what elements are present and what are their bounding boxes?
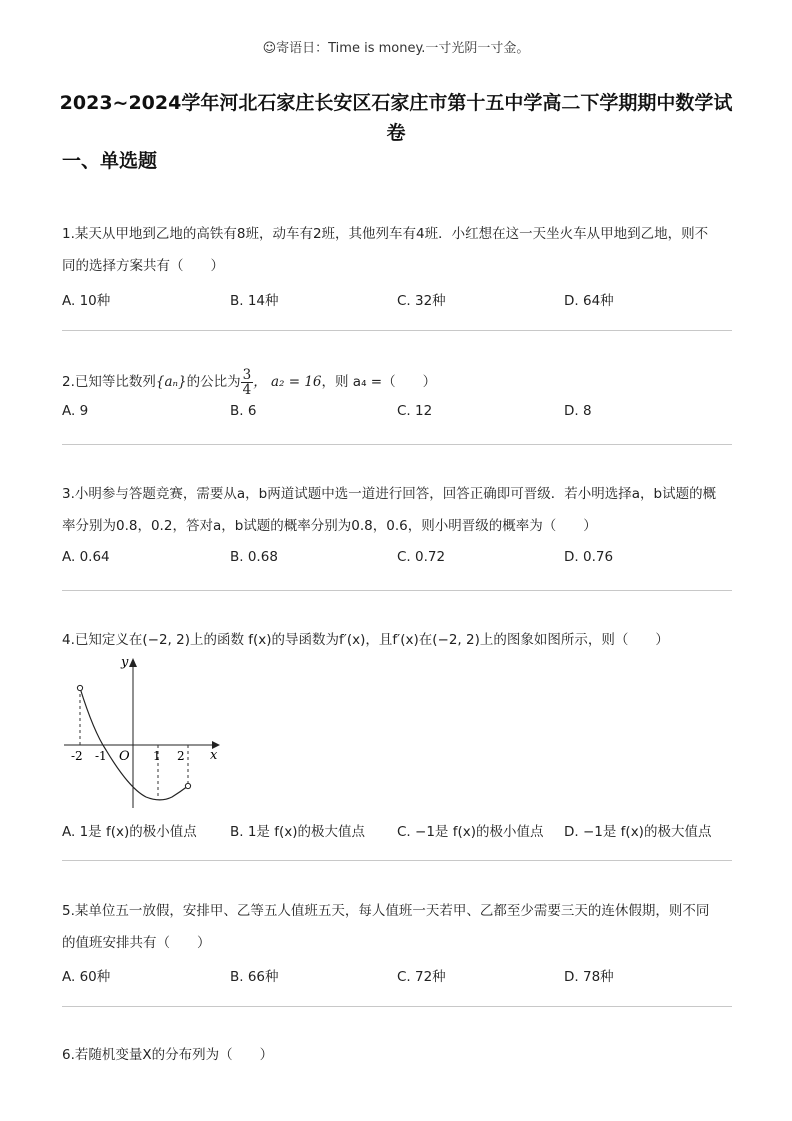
question-1	[62, 218, 734, 282]
option-a[interactable]: A. 10种	[62, 293, 111, 309]
question-2-stem	[62, 362, 734, 402]
question-2-options	[62, 403, 742, 423]
option-b[interactable]: B. 14种	[230, 293, 279, 309]
option-b[interactable]: B. 1是 f(x)的极大值点	[230, 824, 365, 840]
divider	[62, 590, 732, 591]
question-2-mid: 的公比为	[186, 374, 241, 390]
origin-label: O	[119, 749, 130, 764]
divider	[62, 860, 732, 861]
question-5-options	[62, 965, 742, 985]
a2-condition: ， a₂ = 16	[253, 374, 322, 390]
option-c[interactable]: C. 12	[397, 403, 433, 419]
y-axis-label: y	[121, 655, 129, 670]
option-d[interactable]: D. 8	[564, 403, 592, 419]
question-2	[62, 362, 734, 402]
tick-label-minus-1: -1	[95, 749, 107, 763]
ratio-fraction	[241, 368, 254, 397]
option-d[interactable]: D. 0.76	[564, 549, 614, 565]
option-a[interactable]: A. 0.64	[62, 549, 110, 565]
option-a[interactable]: A. 1是 f(x)的极小值点	[62, 824, 197, 840]
option-d[interactable]: D. −1是 f(x)的极大值点	[564, 824, 712, 840]
option-d[interactable]: D. 64种	[564, 293, 614, 309]
option-d[interactable]: D. 78种	[564, 969, 614, 985]
question-5-stem-line2: 的值班安排共有（ ）	[62, 935, 211, 951]
left-open-endpoint	[77, 685, 82, 690]
question-2-end: ，则 a₄ =（ ）	[321, 374, 437, 390]
question-6-stem: 6.若随机变量X的分布列为（ ）	[62, 1047, 274, 1063]
divider	[62, 444, 732, 445]
exam-title-line1: 2023~2024学年河北石家庄长安区石家庄市第十五中学高二下学期期中数学试	[59, 92, 733, 114]
question-6	[62, 1039, 734, 1071]
question-3-stem-line2: 率分别为0.8，0.2，答对a，b试题的概率分别为0.8，0.6，则小明晋级的概率为（ ）	[62, 518, 597, 534]
option-b[interactable]: B. 66种	[230, 969, 279, 985]
tick-label-2: 2	[177, 749, 185, 763]
question-4-stem: 4.已知定义在(−2, 2)上的函数 f(x)的导函数为f′(x)，且f′(x)在(−2, 2)上的图象如图所示，则（ ）	[62, 632, 669, 648]
derivative-graph	[60, 650, 230, 810]
question-2-prefix: 2.已知等比数列	[62, 374, 156, 390]
question-3-stem-line1: 3.小明参与答题竞赛，需要从a，b两道试题中选一道进行回答，回答正确即可晋级．若小明选择a，b试题的概	[62, 486, 717, 502]
question-3	[62, 478, 734, 542]
option-b[interactable]: B. 6	[230, 403, 257, 419]
fraction-numerator: 3	[242, 366, 252, 383]
exam-title	[40, 88, 752, 148]
option-c[interactable]: C. 72种	[397, 969, 446, 985]
tick-label-1: 1	[153, 749, 161, 763]
option-a[interactable]: A. 9	[62, 403, 89, 419]
divider	[62, 330, 732, 331]
question-5	[62, 895, 734, 959]
question-3-options	[62, 549, 742, 569]
question-1-stem-line2: 同的选择方案共有（ ）	[62, 258, 224, 274]
option-c[interactable]: C. −1是 f(x)的极小值点	[397, 824, 544, 840]
option-c[interactable]: C. 0.72	[397, 549, 446, 565]
question-5-stem-line1: 5.某单位五一放假，安排甲、乙等五人值班五天，每人值班一天若甲、乙都至少需要三天的连休假期，则不同	[62, 903, 710, 919]
divider	[62, 1006, 732, 1007]
x-axis-label: x	[210, 748, 218, 763]
derivative-curve	[80, 688, 188, 800]
exam-title-line2: 卷	[386, 122, 406, 144]
section-title: 一、单选题	[62, 150, 158, 172]
motto-line: ☺寄语日：Time is money.一寸光阴一寸金。	[262, 41, 530, 56]
option-b[interactable]: B. 0.68	[230, 549, 278, 565]
sequence-symbol: {aₙ}	[155, 374, 187, 390]
y-axis-arrow	[129, 658, 137, 667]
fraction-denominator: 4	[242, 381, 252, 398]
tick-label-minus-2: -2	[71, 749, 83, 763]
option-a[interactable]: A. 60种	[62, 969, 111, 985]
right-open-endpoint	[185, 783, 190, 788]
question-1-stem-line1: 1.某天从甲地到乙地的高铁有8班，动车有2班，其他列车有4班．小红想在这一天坐火车从甲地到乙地，则不	[62, 226, 709, 242]
option-c[interactable]: C. 32种	[397, 293, 446, 309]
question-4-options	[62, 820, 742, 840]
question-1-options	[62, 289, 742, 309]
